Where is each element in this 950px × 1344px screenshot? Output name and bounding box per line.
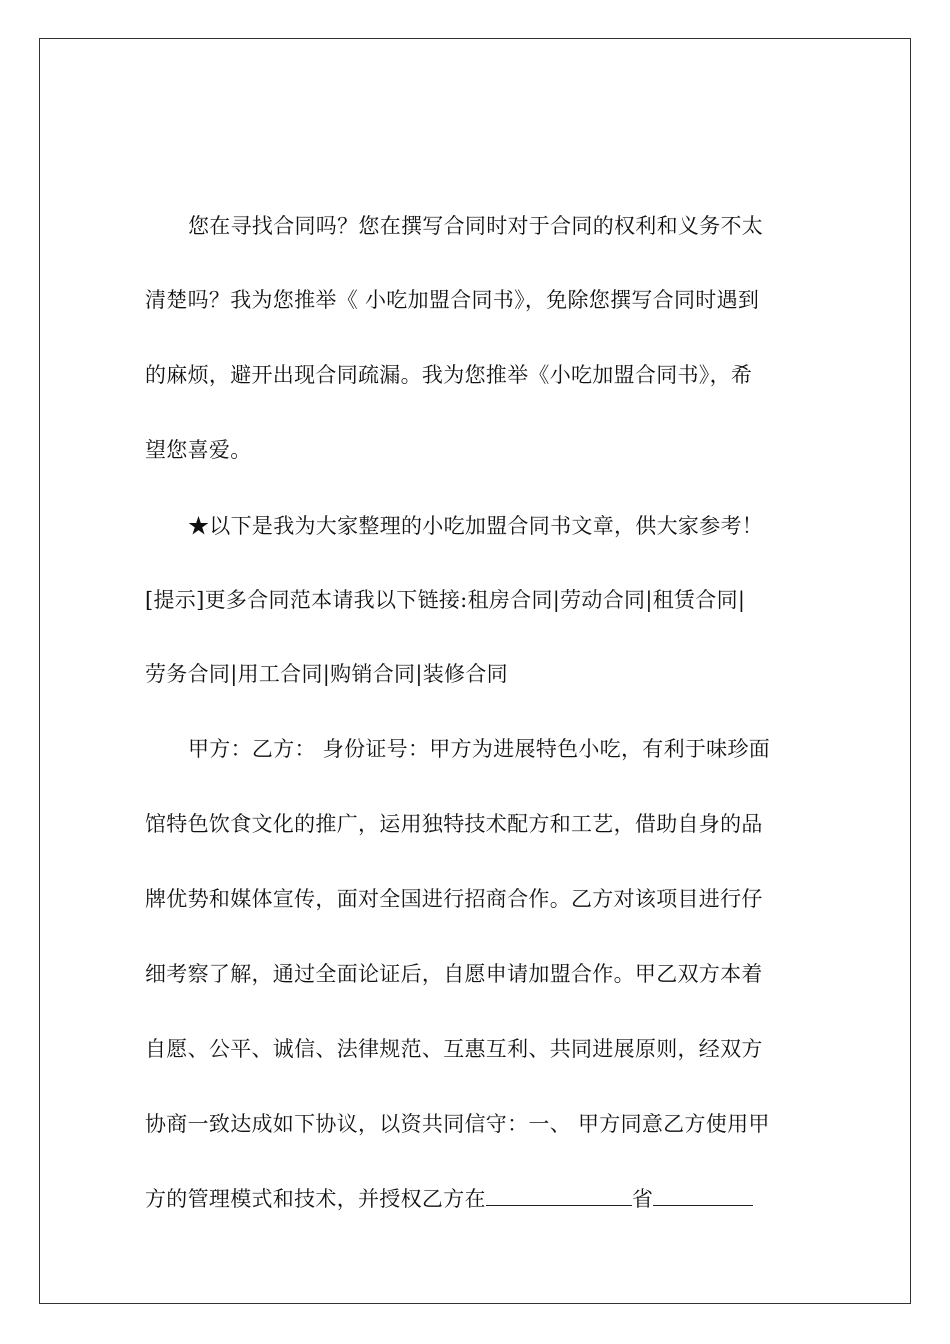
tip-line-2: 劳务合同|用工合同|购销合同|装修合同 [145, 662, 508, 686]
intro-line-3: 的麻烦，避开出现合同疏漏。我为您推举《小吃加盟合同书》，希 [145, 363, 753, 387]
intro-line-2: 清楚吗？我为您推举《 小吃加盟合同书》，免除您撰写合同时遇到 [145, 288, 760, 312]
contract-line-2: 馆特色饮食文化的推广，运用独特技术配方和工艺，借助自身的品 [145, 812, 763, 836]
blank-field-province [653, 1183, 753, 1206]
contract-line-4: 细考察了解，通过全面论证后，自愿申请加盟合作。甲乙双方本着 [145, 962, 763, 986]
province-label: 省 [631, 1187, 654, 1211]
star-line: ★以下是我为大家整理的小吃加盟合同书文章，供大家参考！ [188, 514, 764, 538]
tip-line-1: [提示]更多合同范本请我以下链接:租房合同|劳动合同|租赁合同| [145, 588, 746, 612]
intro-line-1: 您在寻找合同吗？您在撰写合同时对于合同的权利和义务不太 [188, 214, 764, 238]
contract-line-5: 自愿、公平、诚信、法律规范、互惠互利、共同进展原则，经双方 [145, 1037, 763, 1061]
contract-line-6: 协商一致达成如下协议，以资共同信守：一、 甲方同意乙方使用甲 [145, 1112, 770, 1136]
contract-line-3: 牌优势和媒体宣传，面对全国进行招商合作。乙方对该项目进行仔 [145, 887, 763, 911]
blank-field-location [486, 1183, 632, 1206]
contract-line-7 [145, 1183, 753, 1214]
contract-line-1: 甲方：乙方： 身份证号：甲方为进展特色小吃，有利于味珍面 [188, 737, 771, 761]
contract-line-7-text: 方的管理模式和技术，并授权乙方在 [145, 1187, 486, 1211]
intro-line-4: 望您喜爱。 [145, 438, 252, 462]
